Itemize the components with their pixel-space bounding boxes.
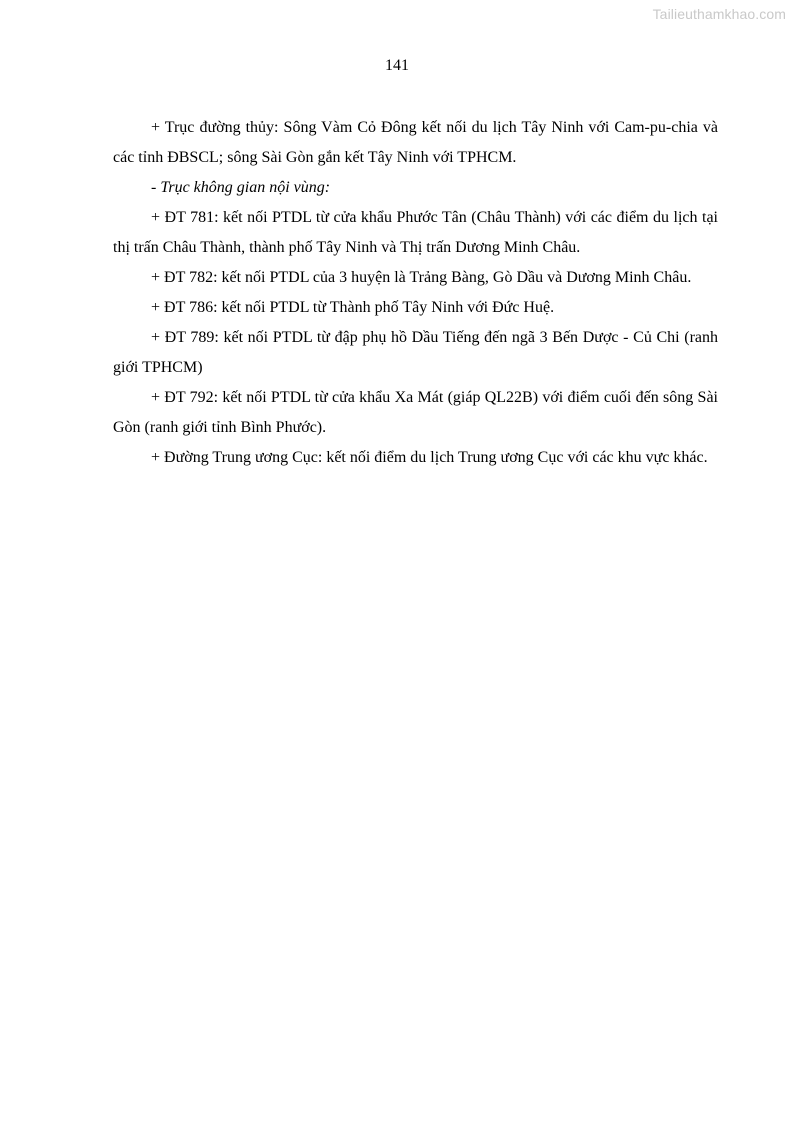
paragraph-trung-uong-cuc-road: + Đường Trung ương Cục: kết nối điểm du lịch Trung ương Cục với các khu vực khác. (151, 449, 708, 466)
section-heading-intra-regional-axis: - Trục không gian nội vùng: (151, 179, 331, 196)
document-body (113, 113, 718, 473)
page-number: 141 (385, 57, 409, 74)
paragraph-dt-786: + ĐT 786: kết nối PTDL từ Thành phố Tây Ninh với Đức Huệ. (151, 299, 555, 316)
paragraph-dt-792: + ĐT 792: kết nối PTDL từ cửa khẩu Xa Mát (giáp QL22B) với điểm cuối đến sông Sài Gòn (ranh giới tỉnh Bình Phước). (113, 389, 718, 436)
watermark-text: Tailieuthamkhao.com (652, 6, 786, 22)
paragraph-dt-789: + ĐT 789: kết nối PTDL từ đập phụ hồ Dầu Tiếng đến ngã 3 Bến Dược - Củ Chi (ranh giới TPHCM) (113, 329, 718, 376)
paragraph-dt-782: + ĐT 782: kết nối PTDL của 3 huyện là Trảng Bàng, Gò Dầu và Dương Minh Châu. (151, 269, 692, 286)
paragraph-waterway-axis: + Trục đường thủy: Sông Vàm Cỏ Đông kết nối du lịch Tây Ninh với Cam-pu-chia và các tỉnh ĐBSCL; sông Sài Gòn gắn kết Tây Ninh với TPHCM. (113, 119, 718, 166)
paragraph-dt-781: + ĐT 781: kết nối PTDL từ cửa khẩu Phước Tân (Châu Thành) với các điểm du lịch tại thị trấn Châu Thành, thành phố Tây Ninh và Thị trấn Dương Minh Châu. (113, 209, 718, 256)
